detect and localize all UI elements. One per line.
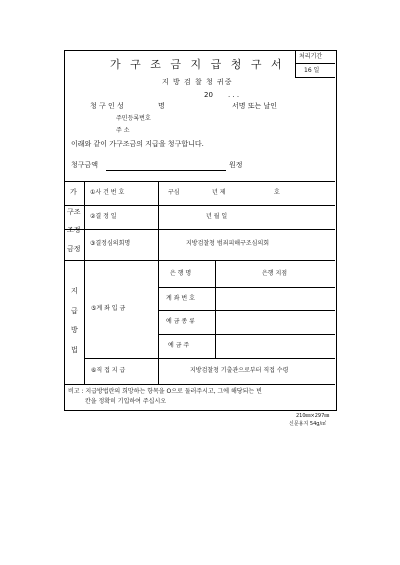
case-year: 년 제	[212, 189, 226, 196]
decision-date-value: 년 월 일	[206, 213, 228, 220]
bank-label-divider	[215, 260, 216, 358]
claimant-label: 청 구 인 성	[90, 102, 124, 110]
amount-label: 청구금액	[71, 161, 99, 169]
paper-size: 210㎜×297㎜	[296, 413, 330, 419]
amount-unit: 원정	[229, 161, 243, 169]
addressee: 지 방 검 찰 청 귀중	[162, 78, 233, 86]
account-transfer-label[interactable]: ⑤계 좌 입 금	[91, 305, 126, 312]
payment-side-char-1: 지	[71, 287, 78, 295]
decision-side-char-3: 조정	[67, 226, 81, 234]
pay-row-3-divider	[158, 334, 335, 335]
decision-side-char-2: 구조	[67, 208, 81, 216]
case-suffix: 호	[274, 189, 280, 196]
payment-side-char-2: 급	[71, 307, 78, 315]
pay-row-1-divider	[158, 287, 335, 288]
decision-row-2-divider	[64, 229, 335, 230]
period-box-bottom	[295, 77, 335, 78]
section-divider	[64, 260, 335, 261]
processing-period-value: 16 일	[304, 67, 320, 74]
left-column-divider	[84, 181, 85, 384]
direct-payment-value: 지방검찰청 기출관으로부터 직접 수령	[190, 367, 289, 374]
label-column-divider	[158, 181, 159, 384]
decision-side-char-1: 가	[70, 188, 77, 196]
note-divider	[64, 384, 335, 385]
date-dots: . . .	[228, 91, 240, 99]
payment-side-char-4: 법	[71, 346, 78, 354]
note-line-1: 비고 : 지급방법란의 희망하는 항목을 O으로 둘러주시고, 그에 해당되는 빈	[68, 388, 262, 395]
account-no-label: 계 좌 번 호	[166, 295, 195, 302]
signature-label: 서명 또는 날인	[232, 102, 278, 110]
depositor-label: 예 금 주	[168, 342, 190, 349]
committee-label: ③결정심의회명	[90, 240, 131, 247]
name-label: 명	[158, 102, 165, 110]
amount-input-line[interactable]	[106, 170, 226, 171]
decision-row-1-divider	[64, 205, 335, 206]
payment-side-char-3: 방	[71, 326, 78, 334]
date-year: 20	[204, 91, 213, 99]
pay-row-4-divider	[84, 358, 335, 359]
address-label: 주 소	[116, 127, 130, 134]
direct-payment-label[interactable]: ⑥직 접 지 급	[91, 367, 126, 374]
note-line-2: 칸을 정확히 기입하여 주십시오	[85, 398, 167, 405]
period-box-mid	[295, 63, 335, 64]
committee-value: 지방검찰청 범죄피해구조심의회	[186, 240, 270, 247]
resident-no-label: 주민등록번호	[116, 115, 151, 122]
processing-period-label: 처리기간	[299, 53, 323, 60]
header-divider	[64, 181, 335, 182]
decision-side-char-4: 금정	[67, 245, 81, 253]
bank-branch-label: 은행 지점	[262, 270, 288, 277]
form-title: 가 구 조 금 지 급 청 구 서	[110, 58, 285, 71]
case-no-prefix: 구심	[168, 189, 180, 196]
deposit-type-label: 예 금 종 류	[166, 318, 195, 325]
pay-row-2-divider	[158, 310, 335, 311]
decision-date-label: ②결 정 일	[90, 213, 117, 220]
paper-type: 신문용지 54g/㎡	[289, 421, 327, 427]
case-no-label: ①사 건 번 호	[90, 189, 125, 196]
bank-name-label: 은 행 명	[170, 270, 192, 277]
request-sentence: 이래와 같이 가구조금의 지급을 청구합니다.	[71, 140, 204, 148]
